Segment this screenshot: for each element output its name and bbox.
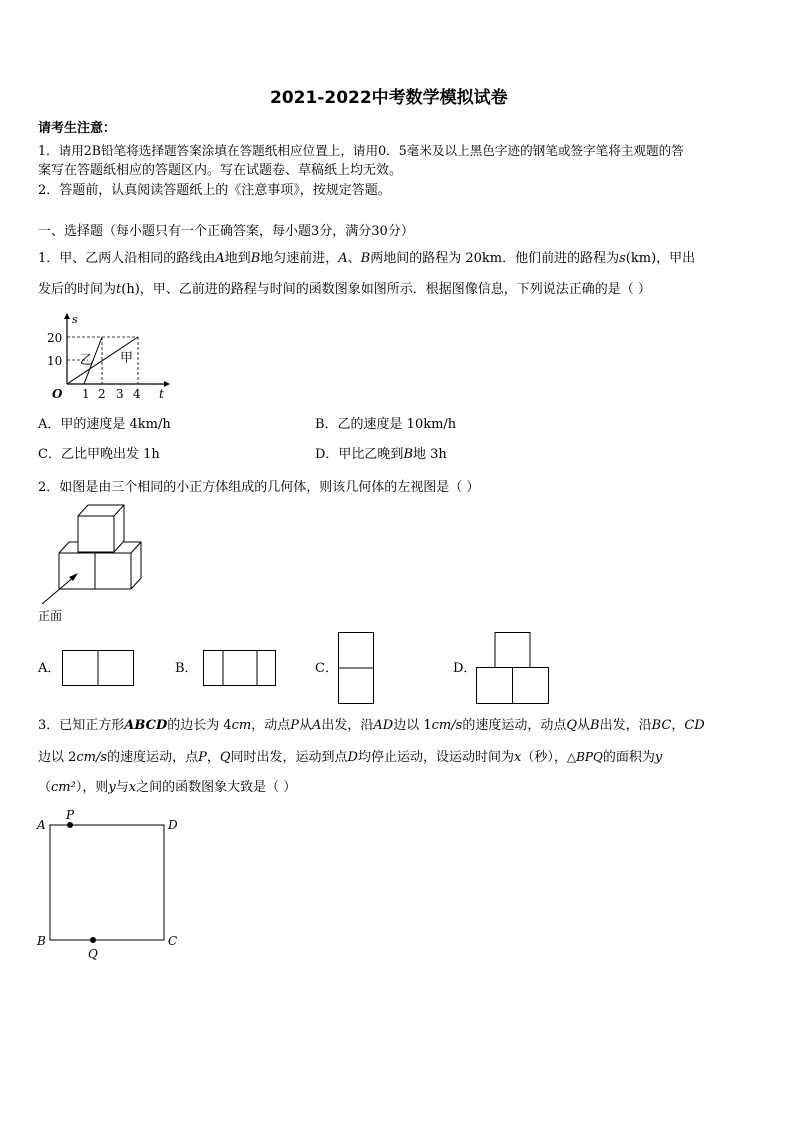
notice-heading: 请考生注意： [38,121,117,136]
q3-var: cm/s [76,750,108,765]
q3-text: 的面积为 [602,750,655,765]
q1-var: B [360,251,371,266]
q1-option-c[interactable]: C．乙比甲晚出发 1h [38,447,160,462]
label-a: A [37,818,46,832]
q3-var: x [514,750,522,765]
q3-text: 出发，沿 [599,718,652,733]
q3-stem-line-3 [38,779,296,797]
q3-var: cm² [51,780,76,795]
q3-stem-line-2 [38,748,662,767]
point-p [67,822,73,828]
y-tick-label: 10 [47,354,63,368]
q3-var: cm [231,718,252,733]
q1-text: D．甲比乙晚到 [315,447,404,462]
q3-text: 出发，沿 [321,718,374,733]
q3-text: 的边长为 4 [167,718,232,733]
label-c: C [168,934,178,948]
q1-option-b[interactable]: B．乙的速度是 10km/h [315,417,457,432]
q1-text: 、 [347,251,361,266]
notice-line-3: 2．答题前，认真阅读答题纸上的《注意事项》，按规定答题。 [38,183,391,198]
q3-text: （ [38,780,52,795]
q1-stem-line-1 [38,250,695,268]
q2-option-b-figure[interactable] [203,650,276,687]
y-tick-label: 20 [47,331,63,345]
q3-square-figure [36,806,186,964]
x-tick-label: 4 [133,387,141,401]
page-title: 2021-2022中考数学模拟试卷 [270,88,508,108]
x-tick-label: 2 [98,387,106,401]
q1-text: 地 3h [413,447,447,462]
q3-text: 均停止运动，设运动时间为 [357,750,514,765]
q1-var: B [250,251,261,266]
q3-var: y [108,780,116,795]
q3-stem-line-1 [38,717,705,735]
q1-stem-line-2 [38,281,651,299]
q3-var: y [654,750,663,765]
q1-option-d[interactable] [315,446,447,464]
q1-graph [40,312,175,404]
q1-text: 两地间的路程为 20km．他们前进的路程为 [370,251,620,266]
q1-var: s [619,251,626,266]
q3-var: AD [373,718,394,733]
series-label-jia: 甲 [120,351,134,366]
q1-text: (km)，甲出 [625,251,696,266]
q3-var: △BPQ [566,750,603,764]
label-q: Q [88,947,98,961]
q1-text: 1．甲、乙两人沿相同的路线由 [38,251,216,266]
q3-text: 同时出发，运动到点 [230,750,348,765]
label-p: P [66,808,75,822]
q1-text: 发后的时间为 [38,282,117,297]
notice-line-1: 1．请用2B铅笔将选择题答案涂填在答题纸相应位置上，请用0．5毫米及以上黑色字迹的钢笔或签字笔将主观题的答 [38,143,684,158]
q3-var: A [312,718,322,733]
q1-var: t [116,282,122,297]
q3-var: Q [566,718,577,733]
q1-text: 地匀速前进， [260,251,339,266]
q1-text: 地到 [224,251,251,266]
label-d: D [168,818,178,832]
q1-var: A [215,251,225,266]
q1-option-a[interactable]: A．甲的速度是 4km/h [38,417,171,432]
q2-stem: 2．如图是由三个相同的小正方体组成的几何体，则该几何体的左视图是（ ） [38,480,480,495]
q3-var: Q [219,750,231,765]
q2-option-c-figure[interactable] [338,632,375,705]
q3-var: x [128,780,137,795]
q2-option-d-label[interactable]: D． [453,661,477,676]
q3-var: cm/s [431,718,463,733]
q2-option-a-label[interactable]: A． [38,661,61,676]
q3-text: 之间的函数图象大致是（ ） [136,780,297,795]
q2-option-d-figure[interactable] [476,632,550,705]
q3-var: BC [651,718,672,733]
q3-text: （秒）， [521,750,567,765]
q3-text: 的速度运动，动点 [462,718,567,733]
q3-text: 与 [115,780,129,795]
notice-line-2: 案写在答题纸相应的答题区内。写在试题卷、草稿纸上均无效。 [38,163,403,178]
q3-text: 从 [577,718,591,733]
q3-text: ），则 [75,780,109,795]
label-b: B [37,934,46,948]
q1-text: (h)，甲、乙前进的路程与时间的函数图象如图所示．根据图像信息，下列说法正确的是（ ） [121,282,651,297]
q3-var: P [290,718,299,733]
q3-text: 3．已知正方形 [38,718,125,733]
q3-text: ，动点 [251,718,291,733]
q3-text: ， [671,718,685,733]
q3-text: 的速度运动，点 [107,750,199,765]
q3-text: ， [206,750,220,765]
q3-var: CD [684,718,705,733]
q3-var: ABCD [124,718,168,733]
q1-var: A [338,251,348,266]
origin-label: O [52,387,63,401]
q2-front-label: 正面 [38,609,63,623]
q3-var: B [590,718,600,733]
series-label-yi: 乙 [80,353,94,368]
x-tick-label: 1 [82,387,90,401]
point-q [90,937,96,943]
q2-option-b-label[interactable]: B． [175,661,198,676]
q3-text: 从 [299,718,313,733]
q3-text: 边以 2 [38,750,77,765]
axis-label-s: s [72,313,78,326]
q3-var: P [198,750,207,765]
q2-option-c-label[interactable]: C． [315,661,338,676]
q3-var: D [347,750,358,765]
section-heading: 一、选择题（每小题只有一个正确答案，每小题3分，满分30分） [38,224,414,239]
q1-var: B [403,447,413,462]
x-tick-label: 3 [116,387,124,401]
axis-label-t: t [159,387,164,401]
q2-option-a-figure[interactable] [62,650,134,687]
q3-text: 边以 1 [393,718,432,733]
q2-cube-figure [38,502,150,607]
